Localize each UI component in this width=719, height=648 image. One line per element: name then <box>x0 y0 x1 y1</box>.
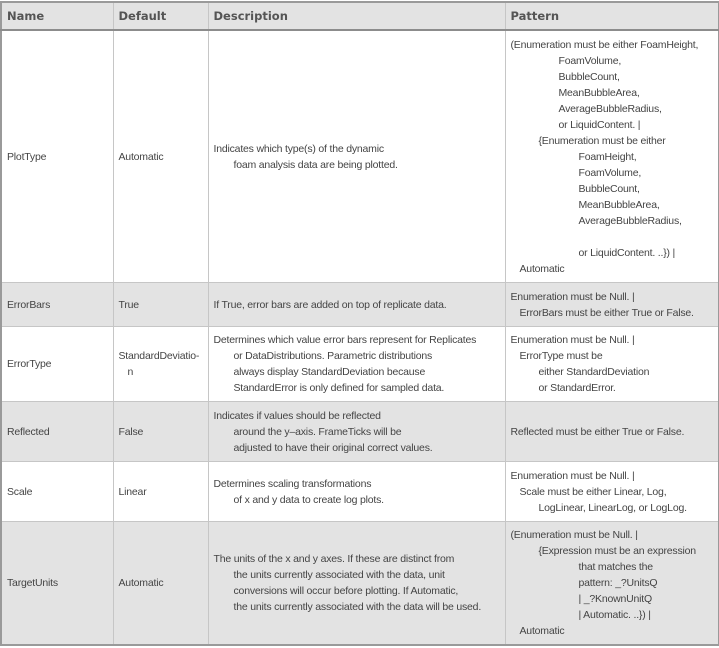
pattern-line: AverageBubbleRadius, <box>578 214 682 227</box>
description-line: conversions will occur before plotting. If Automatic, <box>233 585 459 597</box>
option-description <box>208 522 505 646</box>
option-name: ErrorBars <box>1 283 113 327</box>
pattern-line: Enumeration must be Null. | <box>510 290 635 303</box>
pattern-line: Reflected must be either True or False. <box>510 425 685 438</box>
table-row <box>1 30 719 283</box>
option-name: Reflected <box>1 402 113 462</box>
pattern-line: MeanBubbleArea, <box>578 198 660 211</box>
default-line: n <box>127 366 134 378</box>
description-line: the units currently associated with the data, unit <box>233 569 445 581</box>
pattern-line: either StandardDeviation <box>538 366 650 378</box>
pattern-line: Enumeration must be Null. | <box>510 334 635 346</box>
pattern-line: LogLinear, LinearLog, or LogLog. <box>538 501 687 514</box>
header-pattern: Pattern <box>505 2 719 30</box>
option-name: Scale <box>1 462 113 522</box>
pattern-line: that matches the <box>578 561 653 573</box>
default-line: StandardDeviatio- <box>118 350 200 362</box>
description-line: foam analysis data are being plotted. <box>233 158 398 171</box>
pattern-line: AverageBubbleRadius, <box>558 102 662 115</box>
pattern-line: ErrorType must be <box>519 350 603 362</box>
option-pattern <box>505 402 719 462</box>
pattern-line: FoamHeight, <box>578 150 637 163</box>
pattern-line: or LiquidContent. ..}) | <box>578 246 676 259</box>
description-line: StandardError is only defined for sampled data. <box>233 382 445 394</box>
pattern-line: pattern: _?UnitsQ <box>578 577 658 589</box>
option-pattern <box>505 522 719 646</box>
pattern-line: Scale must be either Linear, Log, <box>519 485 667 498</box>
header-name: Name <box>1 2 113 30</box>
description-line: always display StandardDeviation because <box>233 366 426 378</box>
option-name: ErrorType <box>1 327 113 402</box>
description-line: the units currently associated with the data will be used. <box>233 601 482 613</box>
table-row <box>1 402 719 462</box>
description-line: around the y–axis. FrameTicks will be <box>233 425 402 438</box>
option-default <box>113 327 208 402</box>
table-row <box>1 462 719 522</box>
header-description: Description <box>208 2 505 30</box>
pattern-line: or LiquidContent. | <box>558 118 641 131</box>
description-line: of x and y data to create log plots. <box>233 493 384 506</box>
pattern-line: Automatic <box>519 262 565 275</box>
pattern-line: BubbleCount, <box>558 70 620 83</box>
option-name: TargetUnits <box>1 522 113 646</box>
header-row <box>1 2 719 30</box>
option-description <box>208 30 505 283</box>
table-row <box>1 283 719 327</box>
option-pattern <box>505 327 719 402</box>
pattern-line: | Automatic. ..}) | <box>578 609 651 621</box>
option-description <box>208 462 505 522</box>
option-description <box>208 327 505 402</box>
description-line: If True, error bars are added on top of replicate data. <box>213 298 447 311</box>
options-table <box>0 1 719 646</box>
table-row <box>1 522 719 646</box>
pattern-line: {Enumeration must be either <box>538 134 666 147</box>
option-name: PlotType <box>1 30 113 283</box>
option-description <box>208 402 505 462</box>
pattern-line: Automatic <box>519 625 565 637</box>
option-default: Automatic <box>113 522 208 646</box>
option-description <box>208 283 505 327</box>
option-pattern <box>505 30 719 283</box>
pattern-line: BubbleCount, <box>578 182 640 195</box>
pattern-line: Enumeration must be Null. | <box>510 469 635 482</box>
pattern-line: FoamVolume, <box>558 54 622 67</box>
description-line: Determines scaling transformations <box>213 477 372 490</box>
pattern-blank-line <box>511 229 714 245</box>
pattern-line: MeanBubbleArea, <box>558 86 640 99</box>
pattern-line: (Enumeration must be either FoamHeight, <box>510 38 699 51</box>
description-line: Indicates if values should be reflected <box>213 409 381 422</box>
option-default: True <box>113 283 208 327</box>
pattern-line: or StandardError. <box>538 382 616 394</box>
pattern-line: (Enumeration must be Null. | <box>510 529 638 541</box>
option-pattern <box>505 283 719 327</box>
description-line: Determines which value error bars represent for Replicates <box>213 334 477 346</box>
pattern-line: ErrorBars must be either True or False. <box>519 306 694 319</box>
pattern-line: FoamVolume, <box>578 166 642 179</box>
option-pattern <box>505 462 719 522</box>
option-default: False <box>113 402 208 462</box>
description-line: Indicates which type(s) of the dynamic <box>213 142 384 155</box>
description-line: or DataDistributions. Parametric distributions <box>233 350 433 362</box>
option-default: Linear <box>113 462 208 522</box>
option-default: Automatic <box>113 30 208 283</box>
table-row <box>1 327 719 402</box>
pattern-line: {Expression must be an expression <box>538 545 696 557</box>
description-line: adjusted to have their original correct values. <box>233 441 433 454</box>
header-default: Default <box>113 2 208 30</box>
pattern-line: | _?KnownUnitQ <box>578 593 652 605</box>
description-line: The units of the x and y axes. If these are distinct from <box>213 553 455 565</box>
